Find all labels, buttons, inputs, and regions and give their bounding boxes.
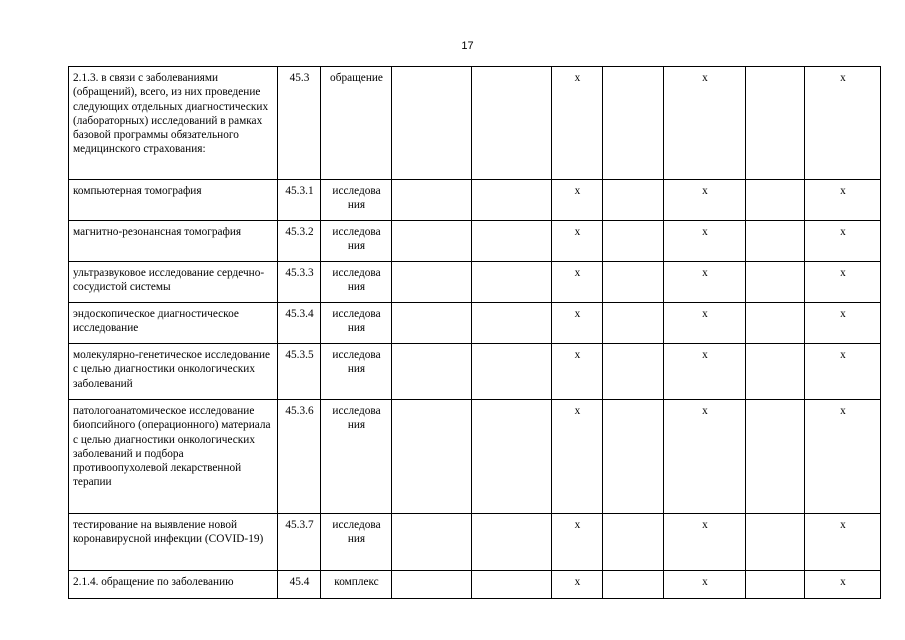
row-name: патологоанатомическое исследование биопсийного (операционного) материала с целью диагностики онкологических заболеваний и подбора противоопухолевой лекарственной терапии	[69, 400, 278, 514]
table-row	[69, 571, 881, 599]
row-cell-x: х	[664, 221, 746, 262]
row-cell	[472, 262, 552, 303]
table-row	[69, 514, 881, 571]
row-cell	[603, 67, 664, 180]
row-cell-x: х	[552, 221, 603, 262]
row-name: компьютерная томография	[69, 180, 278, 221]
table-row	[69, 262, 881, 303]
row-cell-x: х	[664, 514, 746, 571]
row-cell-x: х	[552, 514, 603, 571]
row-cell	[392, 262, 472, 303]
row-code: 45.3.1	[278, 180, 321, 221]
row-cell-x: х	[552, 571, 603, 599]
row-cell-x: х	[664, 180, 746, 221]
row-cell-x: х	[552, 344, 603, 400]
row-unit: исследова ния	[321, 514, 392, 571]
table-row	[69, 400, 881, 514]
row-cell-x: х	[664, 571, 746, 599]
row-code: 45.3.7	[278, 514, 321, 571]
row-cell	[746, 303, 805, 344]
row-code: 45.3.4	[278, 303, 321, 344]
row-unit: исследова ния	[321, 262, 392, 303]
row-name: молекулярно-генетическое исследование с целью диагностики онкологических заболеваний	[69, 344, 278, 400]
row-cell	[746, 571, 805, 599]
row-cell-x: х	[552, 400, 603, 514]
row-name: 2.1.4. обращение по заболеванию	[69, 571, 278, 599]
row-code: 45.4	[278, 571, 321, 599]
table-row	[69, 180, 881, 221]
row-name: магнитно-резонансная томография	[69, 221, 278, 262]
data-table	[68, 66, 881, 599]
row-name: эндоскопическое диагностическое исследование	[69, 303, 278, 344]
row-cell-x: х	[805, 344, 881, 400]
row-cell	[603, 180, 664, 221]
row-cell	[392, 344, 472, 400]
row-cell-x: х	[805, 262, 881, 303]
row-cell-x: х	[552, 67, 603, 180]
row-unit: исследова ния	[321, 221, 392, 262]
row-code: 45.3.5	[278, 344, 321, 400]
row-cell-x: х	[664, 400, 746, 514]
row-cell	[472, 67, 552, 180]
row-code: 45.3.6	[278, 400, 321, 514]
row-cell-x: х	[664, 67, 746, 180]
row-cell-x: х	[805, 180, 881, 221]
row-cell-x: х	[552, 262, 603, 303]
row-cell	[603, 221, 664, 262]
row-cell	[603, 571, 664, 599]
table-row	[69, 67, 881, 180]
row-cell	[392, 67, 472, 180]
row-cell	[603, 303, 664, 344]
row-cell	[603, 514, 664, 571]
row-cell	[746, 514, 805, 571]
row-cell-x: х	[805, 221, 881, 262]
table-row	[69, 221, 881, 262]
row-name: тестирование на выявление новой коронавирусной инфекции (COVID-19)	[69, 514, 278, 571]
row-name: ультразвуковое исследование сердечно-сосудистой системы	[69, 262, 278, 303]
row-cell	[603, 344, 664, 400]
table-row	[69, 303, 881, 344]
page-number: 17	[461, 40, 474, 52]
row-cell-x: х	[805, 571, 881, 599]
row-cell	[392, 571, 472, 599]
row-cell	[746, 221, 805, 262]
row-cell	[746, 180, 805, 221]
row-cell	[392, 180, 472, 221]
row-cell	[603, 262, 664, 303]
row-cell	[472, 180, 552, 221]
row-unit: исследова ния	[321, 400, 392, 514]
row-cell-x: х	[805, 400, 881, 514]
row-cell	[603, 400, 664, 514]
row-unit: исследова ния	[321, 344, 392, 400]
row-unit: комплекс	[321, 571, 392, 599]
row-cell-x: х	[805, 514, 881, 571]
row-cell	[746, 67, 805, 180]
row-code: 45.3.3	[278, 262, 321, 303]
row-unit: исследова ния	[321, 180, 392, 221]
row-unit: обращение	[321, 67, 392, 180]
row-cell	[746, 262, 805, 303]
row-cell-x: х	[805, 303, 881, 344]
row-cell-x: х	[805, 67, 881, 180]
row-cell	[392, 514, 472, 571]
row-code: 45.3	[278, 67, 321, 180]
row-cell	[472, 400, 552, 514]
row-cell-x: х	[552, 180, 603, 221]
row-cell	[472, 221, 552, 262]
row-cell	[746, 344, 805, 400]
row-code: 45.3.2	[278, 221, 321, 262]
row-name: 2.1.3. в связи с заболеваниями (обращений), всего, из них проведение следующих отдельных диагностических (лабораторных) исследований в рамках базовой программы обязательного медицинского страхования:	[69, 67, 278, 180]
row-cell-x: х	[664, 303, 746, 344]
row-unit: исследова ния	[321, 303, 392, 344]
row-cell-x: х	[552, 303, 603, 344]
row-cell	[472, 344, 552, 400]
row-cell	[472, 571, 552, 599]
table-row	[69, 344, 881, 400]
row-cell	[472, 303, 552, 344]
row-cell	[746, 400, 805, 514]
row-cell-x: х	[664, 262, 746, 303]
row-cell-x: х	[664, 344, 746, 400]
row-cell	[392, 221, 472, 262]
row-cell	[472, 514, 552, 571]
row-cell	[392, 303, 472, 344]
row-cell	[392, 400, 472, 514]
